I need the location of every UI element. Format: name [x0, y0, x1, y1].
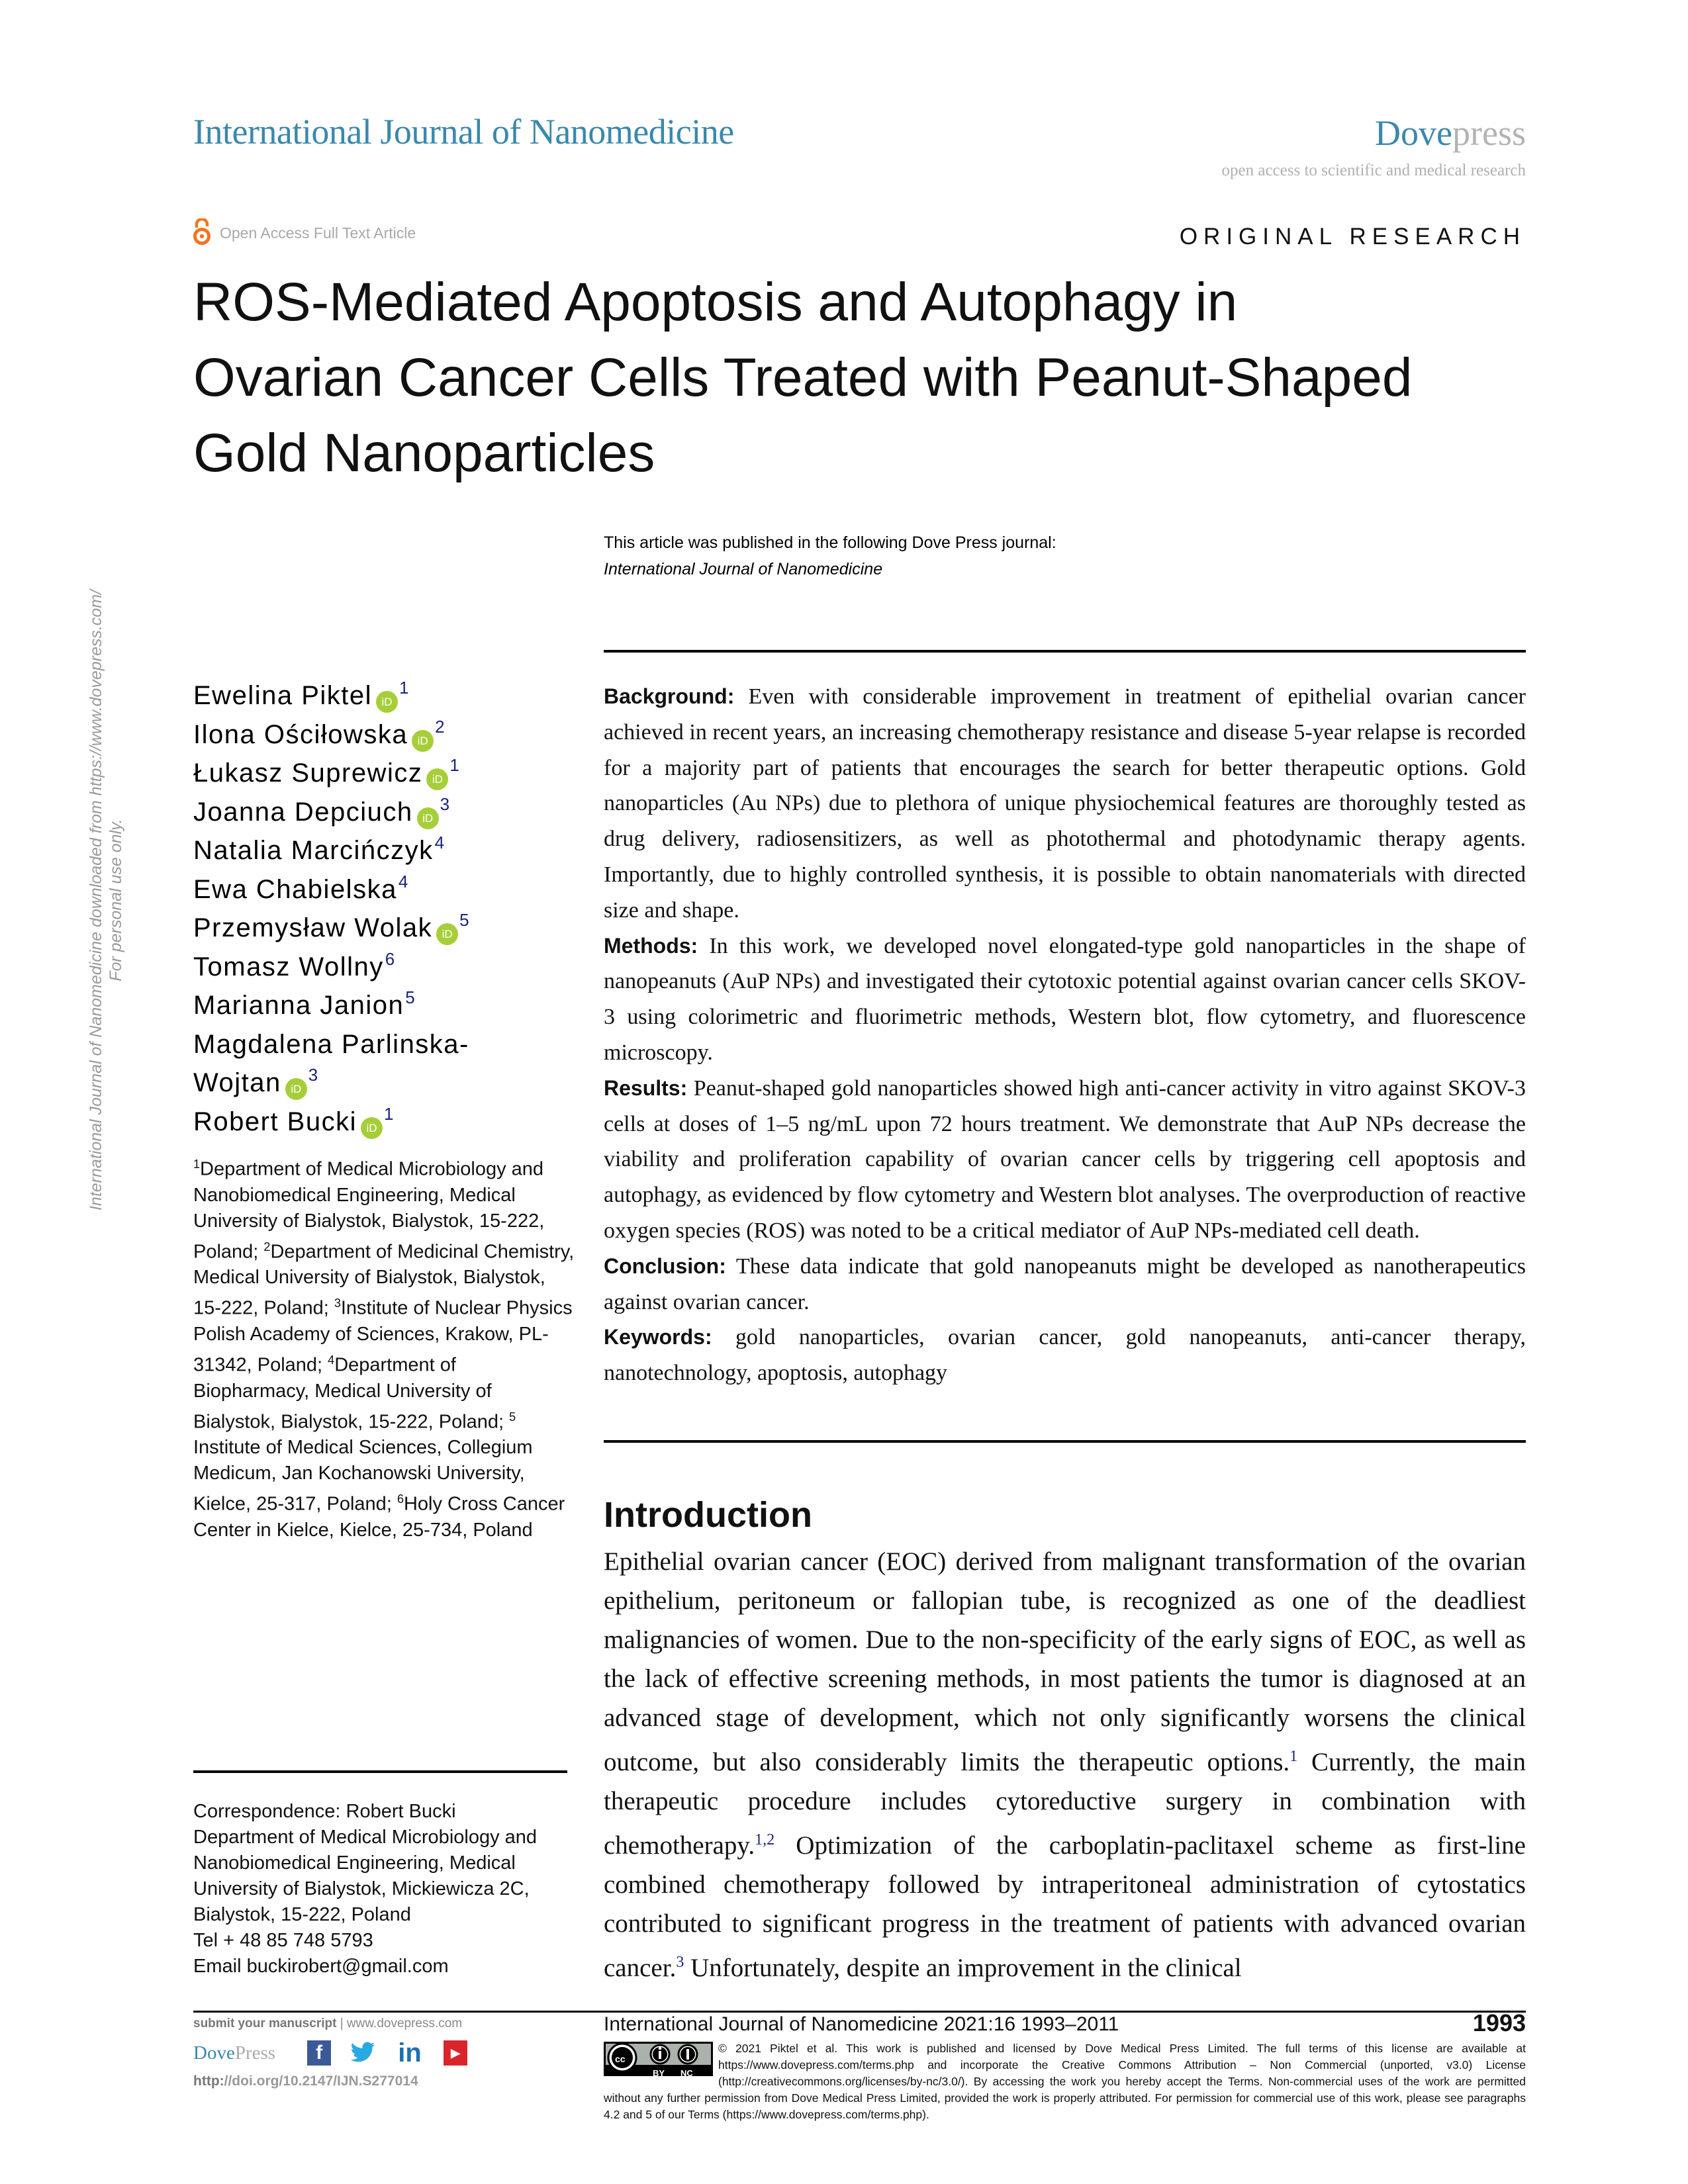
affiliation-number: 2 — [263, 1240, 271, 1253]
abstract-section — [604, 679, 1526, 929]
author-entry — [193, 793, 469, 832]
correspondence-line: Bialystok, 15-222, Poland — [193, 1904, 411, 1925]
introduction-heading: Introduction — [604, 1495, 812, 1535]
correspondence-line: Nanobiomedical Engineering, Medical — [193, 1852, 516, 1874]
author-name: Natalia Marcińczyk — [193, 836, 434, 865]
author-name: Tomasz Wollny — [193, 952, 384, 981]
affiliation-superscript: 2 — [435, 716, 445, 737]
published-line: This article was published in the following Dove Press journal: — [604, 533, 1056, 552]
affiliation-superscript: 5 — [459, 910, 469, 930]
reference-link[interactable]: 1,2 — [755, 1831, 775, 1848]
youtube-glyph: ▶ — [451, 2046, 460, 2060]
orcid-icon[interactable]: iD — [436, 923, 458, 945]
affiliation-superscript: 1 — [383, 1103, 394, 1124]
abstract-top-divider — [604, 650, 1526, 653]
abstract-text: In this work, we developed novel elongated-type gold nanoparticles in the shape of nanopeanuts (AuP NPs) and investigated their cytotoxic potential against ovarian cancer cells SKOV-3 using colorimetric and fluorimetric methods, Western blot, flow cytometry, and fluorescence microscopy. — [604, 933, 1526, 1065]
affiliation-text: Department of Biopharmacy, Medical University of Bialystok, Bialystok, 15-222, Poland; — [193, 1354, 510, 1433]
title-line: Gold Nanoparticles — [193, 423, 655, 483]
correspondence-phone: Tel + 48 85 748 5793 — [193, 1930, 373, 1951]
watermark-line: For personal use only. — [107, 819, 125, 981]
affiliation-superscript: 5 — [405, 987, 415, 1007]
affiliation-superscript: 3 — [308, 1065, 318, 1085]
author-entry — [193, 831, 469, 870]
affiliation-text: Holy Cross Cancer Center in Kielce, Kielce, 25-734, Poland — [193, 1493, 565, 1541]
abstract-label: Methods: — [604, 933, 698, 958]
affiliation-text: Institute of Medical Sciences, Collegium Medicum, Jan Kochanowski University, Kielce, 25-317, Poland; — [193, 1437, 533, 1515]
footer-brand-row — [193, 2040, 590, 2066]
author-entry — [193, 754, 469, 793]
published-journal: International Journal of Nanomedicine — [604, 560, 883, 578]
author-entry — [193, 715, 469, 754]
abstract-section — [604, 1249, 1526, 1320]
open-access-lock-icon — [193, 218, 211, 248]
submit-manuscript-line — [193, 2017, 590, 2031]
abstract-text: Even with considerable improvement in treatment of epithelial ovarian cancer achieved in recent years, an increasing chemotherapy resistance and disease 5-year relapse is recorded for a majority part of patients that encourages the search for better therapeutic options. Gold nanoparticles (Au NPs) due to plethora of unique physiochemical features are thoroughly tested as drug delivery, radiosensitizers, as well as photothermal and photodynamic therapy agents. Importantly, due to highly controlled synthesis, it is possible to obtain nanomaterials with directed size and shape. — [604, 684, 1526, 923]
doi-prefix: http: — [193, 2073, 224, 2089]
abstract-text: These data indicate that gold nanopeanuts might be developed as nanotherapeutics against ovarian cancer. — [604, 1253, 1526, 1314]
footer-left — [193, 2017, 590, 2089]
by-label: BY — [653, 2068, 665, 2078]
citation-line: International Journal of Nanomedicine 2021:16 1993–2011 — [604, 2013, 1119, 2035]
author-list — [193, 676, 469, 1141]
author-entry — [193, 986, 469, 1025]
author-name: Robert Bucki — [193, 1107, 357, 1136]
watermark-line: International Journal of Nanomedicine downloaded from https://www.dovepress.com/ — [87, 590, 105, 1211]
website-link[interactable]: www.dovepress.com — [346, 2017, 463, 2030]
logo-press: press — [1452, 113, 1526, 153]
correspondence-line: Correspondence: Robert Bucki — [193, 1801, 456, 1822]
correspondence-line: Department of Medical Microbiology and — [193, 1827, 538, 1848]
introduction-body — [604, 1542, 1526, 1987]
abstract-label: Background: — [604, 684, 735, 708]
youtube-icon[interactable] — [444, 2040, 467, 2066]
license-notice — [604, 2040, 1526, 2123]
title-line: Ovarian Cancer Cells Treated with Peanut-Shaped — [193, 347, 1413, 408]
twitter-icon[interactable] — [350, 2040, 376, 2066]
logo-dove: Dove — [1375, 113, 1453, 153]
abstract-section — [604, 1071, 1526, 1249]
abstract-section — [604, 1320, 1526, 1391]
facebook-icon[interactable] — [307, 2040, 331, 2066]
author-entry — [193, 1025, 469, 1064]
linkedin-icon[interactable] — [395, 2040, 425, 2066]
footer-logo-dove: Dove — [193, 2042, 235, 2064]
author-name: Wojtan — [193, 1068, 281, 1097]
article-title — [193, 265, 1537, 491]
correspondence-email[interactable]: Email buckirobert@gmail.com — [193, 1956, 449, 1977]
open-access-badge — [193, 218, 416, 248]
author-entry — [193, 870, 469, 909]
separator: | — [340, 2017, 344, 2030]
affiliation-superscript: 1 — [399, 678, 409, 698]
abstract-text: gold nanoparticles, ovarian cancer, gold nanopeanuts, anti-cancer therapy, nanotechnology, apoptosis, autophagy — [604, 1325, 1526, 1386]
license-text: © 2021 Piktel et al. This work is published and licensed by Dove Medical Press Limited. The full terms of this license are available at https://www.dovepress.com/terms.php and incorporate the Creative Commons Attribution – Non Commercial (unported, v3.0) License (http://creativecommons.org/licenses/by-nc/3.0/). By accessing the work you hereby accept the Terms. Non-commercial uses of the work are permitted without any further permission from Dove Medical Press Limited, provided the work is properly attributed. For permission for commercial use of this work, please see paragraphs 4.2 and 5 of our Terms (https://www.dovepress.com/terms.php). — [604, 2042, 1526, 2121]
abstract-label: Keywords: — [604, 1325, 712, 1349]
affiliation-superscript: 6 — [385, 948, 395, 969]
orcid-icon[interactable]: iD — [285, 1078, 307, 1100]
published-notice — [604, 529, 1056, 582]
reference-link[interactable]: 1 — [1289, 1748, 1298, 1765]
affiliation-text: Institute of Nuclear Physics Polish Academy of Sciences, Krakow, PL-31342, Poland; — [193, 1297, 573, 1376]
correspondence-divider — [193, 1770, 567, 1773]
intro-text: Currently, the main therapeutic procedure includes cytoreductive surgery in combination with chemotherapy. — [604, 1748, 1526, 1860]
author-entry — [193, 1064, 469, 1103]
affiliation-superscript: 1 — [449, 755, 459, 775]
tagline: open access to scientific and medical research — [1221, 161, 1526, 179]
correspondence-line: University of Bialystok, Mickiewicza 2C, — [193, 1878, 530, 1899]
affiliation-superscript: 3 — [440, 794, 450, 814]
intro-text: Unfortunately, despite an improvement in the clinical — [684, 1954, 1242, 1982]
author-name: Magdalena Parlinska- — [193, 1029, 469, 1059]
author-entry — [193, 909, 469, 948]
affiliation-text: Department of Medicinal Chemistry, Medical University of Bialystok, Bialystok, 15-222, Poland; — [193, 1241, 575, 1319]
affiliation-number: 6 — [397, 1492, 404, 1506]
affiliation-number: 3 — [334, 1297, 341, 1310]
abstract-label: Results: — [604, 1075, 688, 1100]
affiliation-number: 5 — [509, 1410, 516, 1424]
nc-label: NC — [680, 2068, 693, 2078]
open-access-label: Open Access Full Text Article — [220, 224, 416, 242]
journal-title: International Journal of Nanomedicine — [193, 112, 734, 152]
author-entry — [193, 1103, 469, 1142]
orcid-icon[interactable]: iD — [412, 730, 434, 752]
author-name: Przemysław Wolak — [193, 913, 433, 942]
orcid-icon[interactable]: iD — [376, 691, 398, 713]
abstract-label: Conclusion: — [604, 1253, 726, 1278]
abstract-bottom-divider — [604, 1440, 1526, 1443]
affiliation-superscript: 4 — [434, 833, 445, 852]
author-name: Ewa Chabielska — [193, 874, 397, 904]
affiliation-text: Department of Medical Microbiology and Nanobiomedical Engineering, Medical University of Bialystok, Bialystok, 15-222, Poland; — [193, 1158, 545, 1263]
author-entry — [193, 676, 469, 715]
submit-manuscript-link[interactable]: submit your manuscript — [193, 2017, 337, 2030]
author-name: Marianna Janion — [193, 991, 404, 1020]
author-name: Ewelina Piktel — [193, 681, 373, 710]
facebook-glyph: f — [316, 2042, 323, 2064]
footer-divider — [193, 2011, 1526, 2013]
cc-by-nc-badge[interactable] — [604, 2042, 713, 2076]
orcid-icon[interactable]: iD — [417, 807, 439, 829]
affiliations — [193, 1152, 577, 1543]
cc-label: cc — [615, 2054, 626, 2064]
orcid-icon[interactable]: iD — [361, 1117, 383, 1139]
affiliation-number: 1 — [193, 1158, 201, 1171]
affiliation-number: 4 — [328, 1353, 335, 1367]
doi-link[interactable] — [193, 2073, 590, 2089]
dovepress-logo[interactable] — [1375, 113, 1526, 154]
page-number: 1993 — [1472, 2009, 1526, 2036]
reference-link[interactable]: 3 — [676, 1954, 684, 1971]
abstract-text: Peanut-shaped gold nanoparticles showed high anti-cancer activity in vitro against SKOV-3 cells at doses of 1–5 ng/mL upon 72 hours treatment. We demonstrate that AuP NPs decrease the viability and proliferation capability of ovarian cancer cells by triggering cell apoptosis and autophagy, as evidenced by flow cytometry and Western blot analyses. The overproduction of reactive oxygen species (ROS) was noted to be a critical mediator of AuP NPs-mediated cell death. — [604, 1075, 1526, 1243]
affiliation-superscript: 4 — [398, 871, 408, 891]
title-line: ROS-Mediated Apoptosis and Autophagy in — [193, 272, 1238, 332]
intro-text: Epithelial ovarian cancer (EOC) derived from malignant transformation of the ovarian epithelium, peritoneum or fallopian tube, is recognized as one of the deadliest malignancies of women. Due to the non-specificity of the early signs of EOC, as well as the lack of effective screening methods, in most patients the tumor is diagnosed at an advanced stage of development, which not only significantly worsens the clinical outcome, but also considerably limits the therapeutic options. — [604, 1547, 1526, 1776]
article-type: ORIGINAL RESEARCH — [1179, 224, 1526, 250]
linkedin-glyph: in — [398, 2038, 422, 2068]
orcid-icon[interactable]: iD — [426, 768, 448, 790]
author-name: Ilona Ościłowska — [193, 719, 408, 749]
intro-text: Optimization of the carboplatin-paclitaxel scheme as first-line combined chemotherapy followed by intraperitoneal administration of cytostatics contributed to significant progress in the treatment of patients with advanced ovarian cancer. — [604, 1831, 1526, 1982]
abstract — [604, 679, 1526, 1391]
author-entry — [193, 948, 469, 987]
author-name: Łukasz Suprewicz — [193, 758, 423, 788]
download-watermark — [86, 503, 126, 1297]
author-name: Joanna Depciuch — [193, 797, 413, 827]
correspondence — [193, 1799, 584, 1979]
abstract-section — [604, 929, 1526, 1071]
footer-dovepress-logo[interactable] — [193, 2042, 275, 2064]
doi-path: //doi.org/10.2147/IJN.S277014 — [224, 2073, 418, 2089]
footer-logo-press: Press — [234, 2042, 276, 2064]
